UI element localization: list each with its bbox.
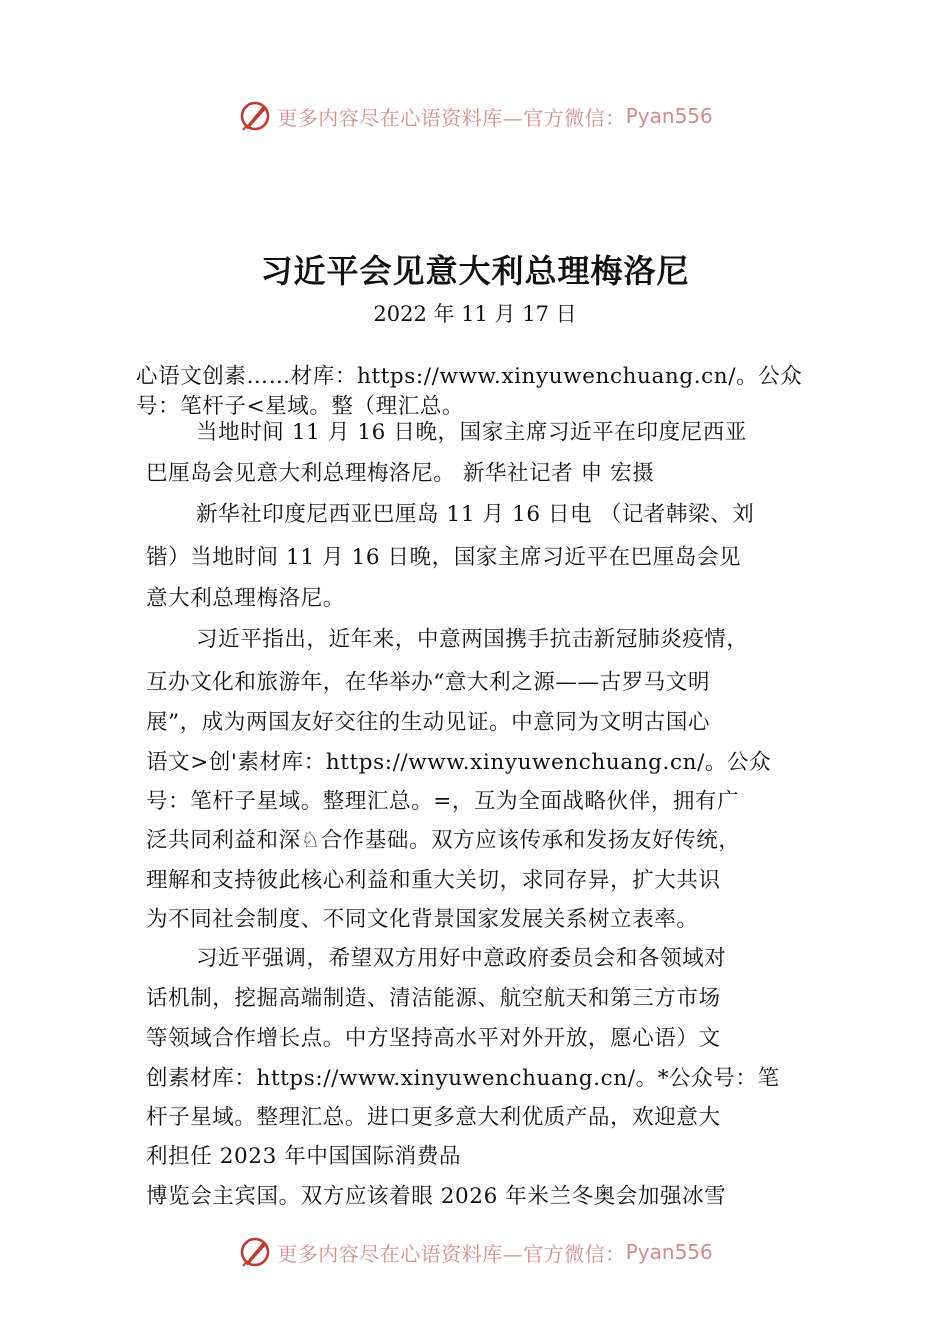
page-title: 习近平会见意大利总理梅洛尼	[260, 252, 690, 290]
body-line: 等领域合作增长点。中方坚持高水平对外开放，愿心语）文	[146, 1026, 721, 1051]
body-line: 利担任 2023 年中国国际消费品	[146, 1144, 462, 1169]
quill-logo-icon	[237, 1234, 273, 1270]
body-line: 锴）当地时间 11 月 16 日晚，国家主席习近平在巴厘岛会见	[146, 545, 742, 570]
body-line: 为不同社会制度、不同文化背景国家发展关系树立表率。	[146, 907, 699, 932]
body-line: 理解和支持彼此核心利益和重大关切，求同存异，扩大共识	[146, 868, 721, 893]
body-line: 展”，成为两国友好交往的生动见证。中意同为文明古国心	[146, 710, 711, 735]
header-watermark	[0, 96, 950, 136]
body-line: 巴厘岛会见意大利总理梅洛尼。 新华社记者 申 宏摄	[146, 461, 655, 486]
article-date: 2022 年 11 月 17 日	[373, 302, 577, 326]
footer-watermark	[0, 1232, 950, 1272]
body-line: 杆子星域。整理汇总。进口更多意大利优质产品，欢迎意大	[146, 1105, 721, 1130]
watermark-id: Pyan556	[625, 104, 713, 128]
body-line: 语文>创'素材库：https://www.xinyuwenchuang.cn/。公众	[146, 750, 772, 775]
body-line: 习近平强调，希望双方用好中意政府委员会和各领域对	[196, 946, 727, 971]
body-line: 号：笔杆子星域。整理汇总。=，互为全面战略伙伴，拥有广	[146, 789, 740, 814]
watermark-id: Pyan556	[625, 1240, 713, 1264]
body-line: 号：笔杆子<星域。整（理汇总。	[136, 394, 465, 419]
body-line: 泛共同利益和深♘合作基础。双方应该传承和发扬友好传统，	[146, 828, 741, 853]
body-line: 创素材库：https://www.xinyuwenchuang.cn/。*公众号：笔	[146, 1066, 780, 1091]
body-line: 互办文化和旅游年，在华举办“意大利之源——古罗马文明	[146, 670, 711, 695]
body-line: 当地时间 11 月 16 日晚，国家主席习近平在印度尼西亚	[196, 420, 747, 445]
body-line: 意大利总理梅洛尼。	[146, 586, 345, 611]
watermark-text: 更多内容尽在心语资料库—官方微信：	[277, 105, 626, 130]
watermark-text: 更多内容尽在心语资料库—官方微信：	[277, 1241, 626, 1266]
quill-logo-icon	[237, 98, 273, 134]
body-line: 新华社印度尼西亚巴厘岛 11 月 16 日电 （记者韩梁、刘	[196, 502, 755, 527]
body-line: 博览会主宾国。双方应该着眼 2026 年米兰冬奥会加强冰雪	[146, 1184, 727, 1209]
body-line: 习近平指出，近年来，中意两国携手抗击新冠肺炎疫情，	[196, 627, 749, 652]
body-line: 话机制，挖掘高端制造、清洁能源、航空航天和第三方市场	[146, 986, 721, 1011]
body-line: 心语文创素……材库：https://www.xinyuwenchuang.cn/。公众	[136, 364, 803, 389]
